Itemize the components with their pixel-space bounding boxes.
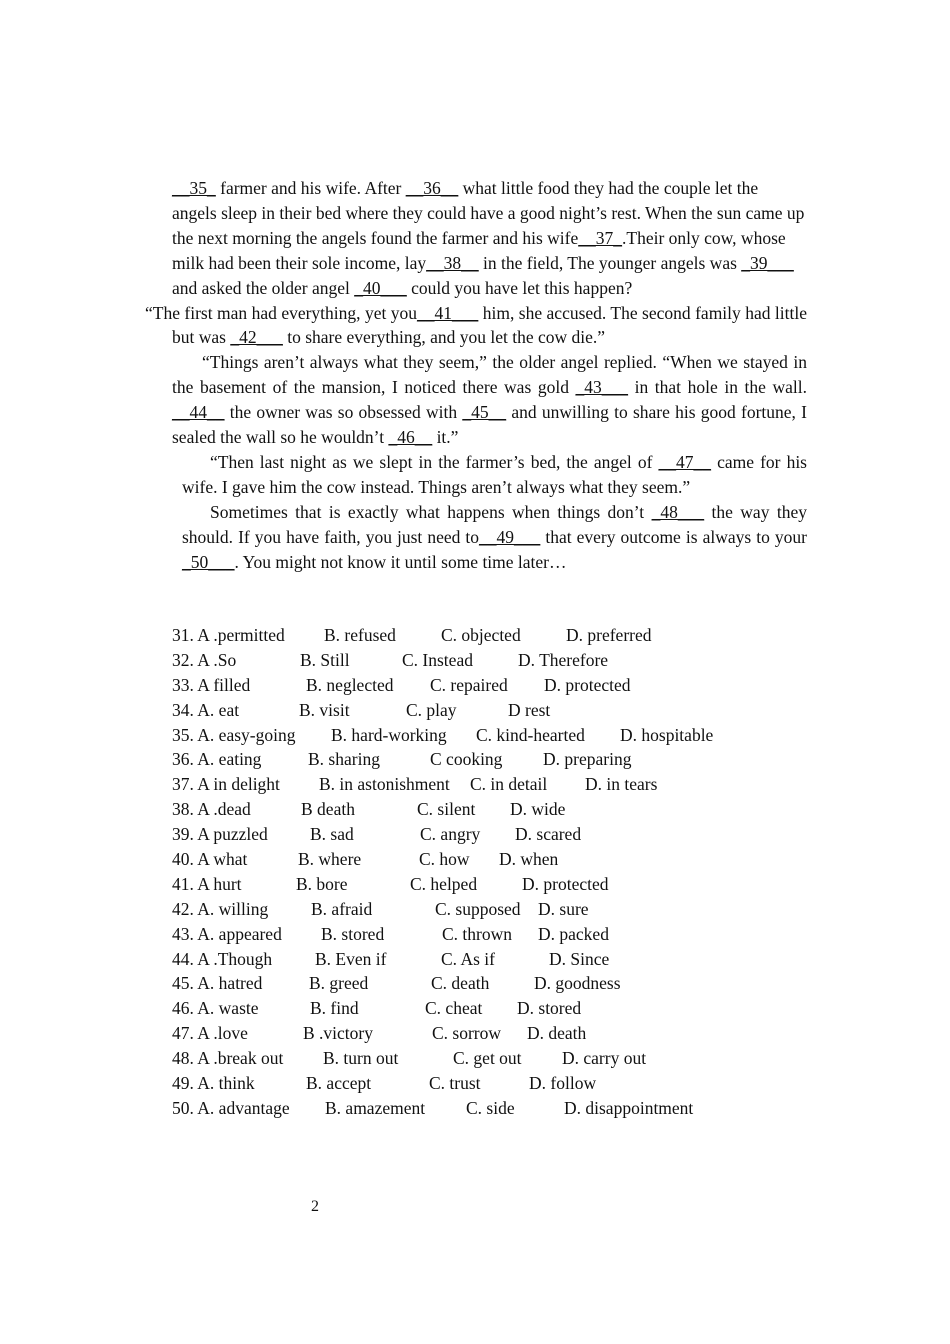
option-c: C. trust: [429, 1073, 481, 1094]
option-c: C. sorrow: [432, 1023, 502, 1044]
passage-text-segment: .Their only cow, whose milk had been their sole income, lay: [172, 227, 786, 273]
option-a: 34. A. eat: [172, 699, 240, 720]
option-b: B. accept: [306, 1073, 372, 1094]
option-b: B. in astonishment: [319, 774, 450, 795]
passage-text-segment: in the field, The younger angels was: [478, 252, 742, 273]
option-row: [172, 1046, 792, 1071]
option-c: C. play: [406, 699, 457, 720]
option-d: D. hospitable: [620, 724, 714, 745]
option-a: 49. A. think: [172, 1073, 255, 1094]
passage-text-segment: . You might not know it until some time later…: [234, 551, 567, 572]
option-d: D. death: [527, 1023, 587, 1044]
option-d: D. stored: [517, 998, 582, 1019]
passage-text-segment: could you have let this happen?: [406, 277, 633, 298]
option-c: C. As if: [441, 948, 495, 969]
option-c: C. Instead: [402, 649, 473, 670]
blank-number: __38__: [426, 252, 479, 273]
option-d: D. follow: [529, 1073, 597, 1094]
blank-number: __36__: [405, 178, 459, 198]
option-b: B. stored: [321, 923, 385, 944]
option-b: B. Even if: [315, 948, 387, 969]
option-d: D. disappointment: [564, 1097, 694, 1118]
option-row: [172, 723, 792, 748]
option-a: 32. A .So: [172, 649, 237, 670]
option-d: D. in tears: [585, 774, 658, 795]
passage-text-segment: the owner was so obsessed with: [224, 402, 463, 423]
option-row: [172, 698, 792, 723]
option-c: C. in detail: [470, 774, 548, 795]
option-a: 33. A filled: [172, 674, 251, 695]
option-b: B. sad: [310, 824, 354, 845]
option-b: B. hard-working: [331, 724, 447, 745]
option-a: 50. A. advantage: [172, 1097, 290, 1118]
option-row: [172, 747, 792, 772]
passage-text-segment: farmer and his wife. After: [215, 178, 406, 198]
option-a: 38. A .dead: [172, 799, 251, 820]
option-a: 31. A .permitted: [172, 625, 285, 645]
option-b: B. greed: [309, 973, 369, 994]
option-d: D. protected: [522, 873, 609, 894]
option-a: 44. A .Though: [172, 948, 273, 969]
blank-number: __41___: [417, 302, 479, 323]
passage-text-segment: in that hole in the wall.: [628, 377, 807, 398]
option-a: 39. A puzzled: [172, 824, 268, 845]
option-row: [172, 922, 792, 947]
option-c: C. supposed: [435, 898, 521, 919]
option-d: D. carry out: [562, 1048, 647, 1069]
option-row: [172, 897, 792, 922]
passage-paragraph: [145, 450, 807, 500]
option-row: [172, 996, 792, 1021]
passage-paragraph: [145, 176, 807, 301]
option-c: C. angry: [420, 824, 481, 845]
option-row: [172, 648, 792, 673]
option-c: C. kind-hearted: [476, 724, 585, 745]
option-b: B death: [301, 799, 355, 820]
blank-number: __49___: [479, 526, 541, 547]
option-c: C. cheat: [425, 998, 483, 1019]
option-d: D. Since: [549, 948, 610, 969]
page-number: 2: [311, 1198, 319, 1215]
passage-text-segment: “The first man had everything, yet you: [145, 302, 418, 323]
option-a: 46. A. waste: [172, 998, 259, 1019]
blank-number: _48___: [651, 501, 705, 522]
blank-number: __35_: [172, 178, 216, 198]
blank-number: __44__: [172, 402, 225, 423]
option-b: B. neglected: [306, 674, 394, 695]
option-a: 45. A. hatred: [172, 973, 263, 994]
option-row: [172, 772, 792, 797]
blank-number: _39___: [741, 252, 794, 273]
option-d: D rest: [508, 699, 551, 720]
option-c: C. side: [466, 1097, 515, 1118]
passage-paragraph: [145, 500, 807, 575]
passage-text-segment: “Things aren’t always what they seem,” the older angel replied. “When we stayed in the basement of the mansion, I noticed there was gold: [172, 352, 807, 398]
blank-number: __47__: [658, 451, 712, 472]
option-b: B. turn out: [323, 1048, 399, 1069]
option-a: 43. A. appeared: [172, 923, 282, 944]
option-c: C. how: [419, 849, 470, 870]
blank-number: __37_: [578, 227, 623, 248]
passage-text-segment: him, she accused. The second family had little but was: [172, 302, 807, 348]
option-b: B. Still: [300, 649, 350, 670]
option-row: [172, 797, 792, 822]
passage-text-segment: that every outcome is always to your: [540, 526, 807, 547]
blank-number: _43___: [575, 377, 629, 398]
option-c: C. helped: [410, 873, 478, 894]
option-d: D. wide: [510, 799, 566, 820]
option-c: C. get out: [453, 1048, 522, 1069]
option-d: D. goodness: [534, 973, 621, 994]
blank-number: _50___: [182, 551, 235, 572]
option-c: C. repaired: [430, 674, 508, 695]
option-b: B. find: [310, 998, 359, 1019]
option-d: D. scared: [515, 824, 582, 845]
option-row: [172, 947, 792, 972]
option-a: 36. A. eating: [172, 749, 262, 770]
option-b: B. visit: [299, 699, 350, 720]
option-b: B. bore: [296, 873, 348, 894]
option-c: C. death: [431, 973, 490, 994]
blank-number: _42___: [230, 327, 283, 348]
blank-number: _40___: [354, 277, 407, 298]
passage-text-segment: came for his wife. I gave him the cow instead. Things aren’t always what they seem.”: [182, 451, 807, 497]
option-a: 42. A. willing: [172, 898, 269, 919]
passage-text-segment: and asked the older angel: [172, 277, 355, 298]
option-d: D. protected: [544, 674, 631, 695]
option-row: [172, 673, 792, 698]
passage-text: [145, 176, 807, 575]
option-row: [172, 971, 792, 996]
option-row: [172, 822, 792, 847]
option-row: [172, 1071, 792, 1096]
option-a: 48. A .break out: [172, 1048, 284, 1069]
option-d: D. packed: [538, 923, 609, 944]
option-c: C cooking: [430, 749, 503, 770]
option-b: B .victory: [303, 1023, 373, 1044]
option-b: B. afraid: [311, 898, 373, 919]
option-d: D. sure: [538, 898, 589, 919]
option-b: B. where: [298, 849, 362, 870]
option-row: [172, 1096, 792, 1121]
option-d: D. when: [499, 849, 559, 870]
passage-text-segment: to share everything, and you let the cow die.”: [282, 327, 606, 348]
option-c: C. objected: [441, 625, 521, 645]
option-b: B. refused: [324, 625, 396, 645]
blank-number: _45__: [462, 402, 507, 423]
option-d: D. preferred: [566, 625, 652, 645]
option-d: D. preparing: [543, 749, 632, 770]
option-b: B. sharing: [308, 749, 380, 770]
passage-text-segment: “Then last night as we slept in the farmer’s bed, the angel of: [210, 451, 659, 472]
option-a: 35. A. easy-going: [172, 724, 296, 745]
option-a: 41. A hurt: [172, 873, 242, 894]
option-row: [172, 872, 792, 897]
option-row: [172, 1021, 792, 1046]
passage-text-segment: the way they should. If you have faith, you just need to: [182, 501, 807, 547]
passage-text-segment: what little food they had the couple let the angels sleep in their bed where they could have a good night’s rest. When the sun came up the next morning the angels found the farmer and his wife: [172, 178, 805, 248]
option-a: 37. A in delight: [172, 774, 280, 795]
option-a: 47. A .love: [172, 1023, 248, 1044]
blank-number: _46__: [388, 427, 433, 448]
option-d: D. Therefore: [518, 649, 609, 670]
passage-text-segment: it.”: [432, 427, 459, 448]
answer-options-list: [172, 623, 792, 1121]
passage-text-segment: and unwilling to share his good fortune, I sealed the wall so he wouldn’t: [172, 402, 807, 448]
passage-paragraph: [145, 301, 807, 351]
option-a: 40. A what: [172, 849, 248, 870]
passage-text-segment: Sometimes that is exactly what happens when things don’t: [210, 501, 652, 522]
passage-paragraph: [145, 350, 807, 450]
option-c: C. thrown: [442, 923, 512, 944]
option-c: C. silent: [417, 799, 476, 820]
option-row: [172, 847, 792, 872]
option-b: B. amazement: [325, 1097, 426, 1118]
option-row: [172, 623, 792, 648]
